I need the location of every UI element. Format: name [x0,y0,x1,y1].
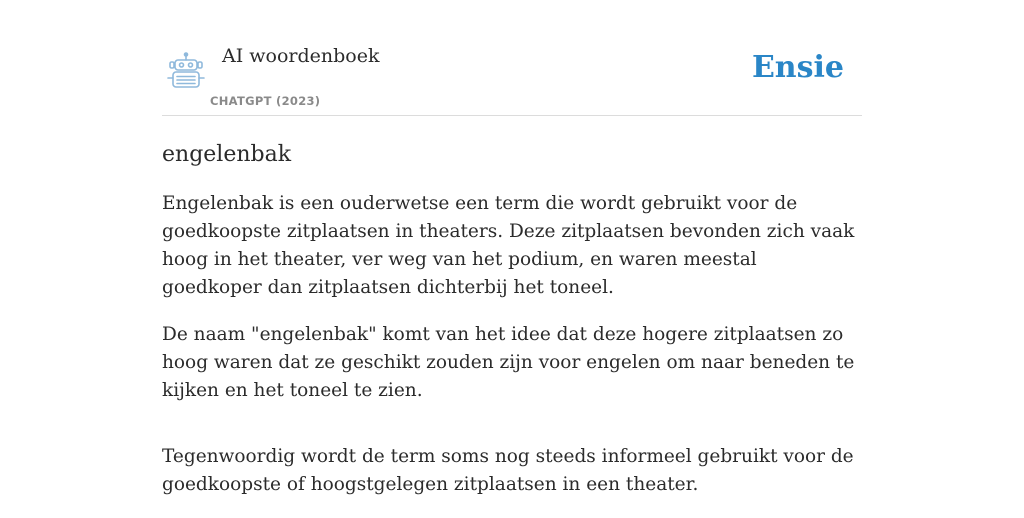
definition-paragraph-1: Engelenbak is een ouderwetse een term die wordt gebruikt voor de goedkoopste zitplaatsen in theaters. Deze zitplaatsen bevonden zich vaak hoog in het theater, ver weg van het podium, en waren meestal goedkoper dan zitplaatsen dichterbij het toneel. [162,193,855,299]
definition-paragraph-2: De naam "engelenbak" komt van het idee dat deze hogere zitplaatsen zo hoog waren dat ze geschikt zouden zijn voor engelen om naar beneden te kijken en het toneel te zien. [162,324,855,402]
source-name: AI woordenboek [222,45,380,67]
robot-icon [166,52,206,90]
definition-paragraph-3: Tegenwoordig wordt de term soms nog steeds informeel gebruikt voor de goedkoopste of hoogstgelegen zitplaatsen in een theater. [162,446,854,496]
entry-term: engelenbak [162,142,292,167]
brand-logo-link[interactable]: Ensie [751,50,844,85]
source-subtitle: CHATGPT (2023) [210,94,321,108]
entry-card [162,0,862,518]
entry-definition [162,190,862,499]
entry-header [162,0,862,116]
